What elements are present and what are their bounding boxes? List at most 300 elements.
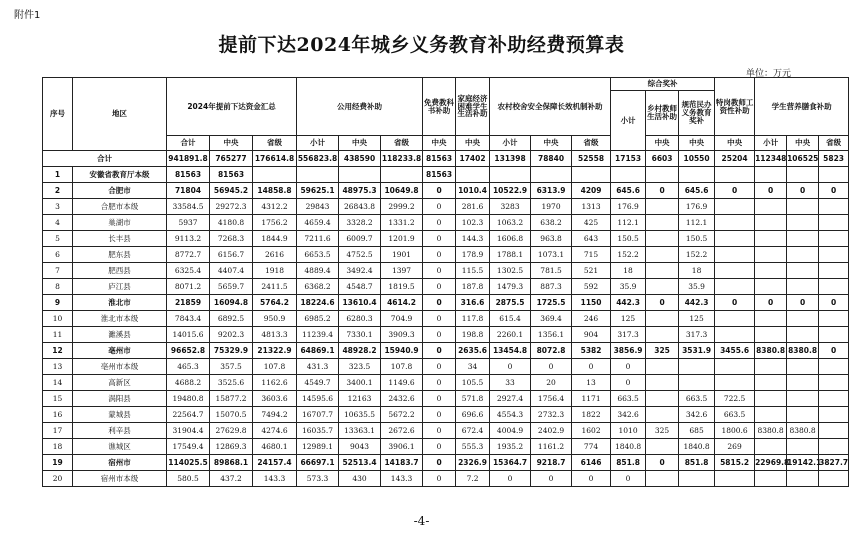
row-region: 庐江县 (73, 279, 167, 295)
table-cell: 3492.4 (339, 263, 381, 279)
table-header (43, 78, 849, 151)
table-cell: 2672.6 (381, 423, 423, 439)
table-cell (787, 199, 819, 215)
table-cell (253, 167, 297, 183)
table-cell: 14858.8 (253, 183, 297, 199)
row-seq: 3 (43, 199, 73, 215)
table-cell (715, 471, 755, 487)
table-cell: 0 (423, 215, 456, 231)
table-cell (787, 311, 819, 327)
table-cell: 685 (679, 423, 715, 439)
table-cell: 21322.9 (253, 343, 297, 359)
table-cell (819, 359, 849, 375)
table-cell: 0 (715, 295, 755, 311)
table-cell: 1602 (572, 423, 611, 439)
subheader-subtotal: 小计 (490, 136, 531, 151)
table-cell: 8772.7 (167, 247, 210, 263)
subheader-provincial: 省级 (381, 136, 423, 151)
table-cell: 5382 (572, 343, 611, 359)
table-cell: 2616 (253, 247, 297, 263)
table-cell: 12989.1 (297, 439, 339, 455)
table-cell: 615.4 (490, 311, 531, 327)
table-cell: 281.6 (456, 199, 490, 215)
table-cell (787, 231, 819, 247)
row-seq: 4 (43, 215, 73, 231)
table-cell (715, 167, 755, 183)
table-cell: 0 (490, 359, 531, 375)
table-cell: 71804 (167, 183, 210, 199)
table-cell (755, 167, 787, 183)
table-cell (819, 407, 849, 423)
table-cell: 4680.1 (253, 439, 297, 455)
subheader-central: 中央 (531, 136, 572, 151)
table-cell: 1331.2 (381, 215, 423, 231)
table-cell: 52513.4 (339, 455, 381, 471)
table-cell: 6325.4 (167, 263, 210, 279)
annex-label: 附件1 (14, 10, 41, 21)
table-cell: 1918 (253, 263, 297, 279)
table-cell: 0 (646, 295, 679, 311)
table-cell: 16035.7 (297, 423, 339, 439)
table-cell: 33584.5 (167, 199, 210, 215)
table-cell: 342.6 (611, 407, 646, 423)
table-cell: 0 (423, 407, 456, 423)
header-comprehensive: 综合奖补 (611, 78, 715, 91)
table-cell: 1840.8 (611, 439, 646, 455)
table-cell: 12163 (339, 391, 381, 407)
table-cell: 556823.8 (297, 151, 339, 167)
table-cell: 0 (423, 359, 456, 375)
table-cell (646, 199, 679, 215)
table-cell: 29272.3 (210, 199, 253, 215)
table-row (43, 167, 849, 183)
table-row (43, 327, 849, 343)
table-cell: 3400.1 (339, 375, 381, 391)
table-cell: 323.5 (339, 359, 381, 375)
subheader-provincial: 省级 (572, 136, 611, 151)
table-cell: 1171 (572, 391, 611, 407)
table-cell: 4813.3 (253, 327, 297, 343)
table-cell: 0 (423, 471, 456, 487)
table-cell (646, 167, 679, 183)
subheader-subtotal: 小计 (755, 136, 787, 151)
table-cell (819, 215, 849, 231)
table-cell: 431.3 (297, 359, 339, 375)
row-region: 濉溪县 (73, 327, 167, 343)
table-cell: 22564.7 (167, 407, 210, 423)
table-cell (755, 375, 787, 391)
row-seq: 19 (43, 455, 73, 471)
table-cell (715, 279, 755, 295)
table-row (43, 215, 849, 231)
row-region: 淮北市 (73, 295, 167, 311)
table-cell: 442.3 (611, 295, 646, 311)
table-cell (755, 231, 787, 247)
table-cell: 0 (611, 471, 646, 487)
table-cell: 6146 (572, 455, 611, 471)
table-cell: 4548.7 (339, 279, 381, 295)
table-cell (646, 215, 679, 231)
table-cell: 96652.8 (167, 343, 210, 359)
table-cell (819, 391, 849, 407)
table-row (43, 263, 849, 279)
table-cell: 5823 (819, 151, 849, 167)
table-cell: 15940.9 (381, 343, 423, 359)
row-seq: 7 (43, 263, 73, 279)
table-cell: 851.8 (679, 455, 715, 471)
table-cell (819, 199, 849, 215)
table-cell (819, 471, 849, 487)
table-cell: 143.3 (381, 471, 423, 487)
table-cell: 0 (423, 199, 456, 215)
table-cell: 33 (490, 375, 531, 391)
table-cell: 31904.4 (167, 423, 210, 439)
table-cell (787, 279, 819, 295)
table-cell: 1073.1 (531, 247, 572, 263)
table-cell (819, 439, 849, 455)
table-cell (819, 423, 849, 439)
table-row (43, 359, 849, 375)
table-cell: 638.2 (531, 215, 572, 231)
table-cell: 8380.8 (755, 343, 787, 359)
table-cell: 4752.5 (339, 247, 381, 263)
table-cell: 3455.6 (715, 343, 755, 359)
table-cell: 64869.1 (297, 343, 339, 359)
table-row (43, 343, 849, 359)
header-seq: 序号 (43, 78, 73, 151)
header-private-award: 规范民办义务教育奖补 (679, 91, 715, 136)
table-cell: 176614.8 (253, 151, 297, 167)
row-region: 宿州市本级 (73, 471, 167, 487)
table-cell: 316.6 (456, 295, 490, 311)
table-cell: 0 (819, 183, 849, 199)
table-cell: 950.9 (253, 311, 297, 327)
table-cell (715, 359, 755, 375)
table-cell: 9113.2 (167, 231, 210, 247)
table-cell: 0 (787, 295, 819, 311)
header-region: 地区 (73, 78, 167, 151)
table-cell: 4209 (572, 183, 611, 199)
row-region: 淮北市本级 (73, 311, 167, 327)
table-cell: 0 (423, 247, 456, 263)
table-cell: 342.6 (679, 407, 715, 423)
table-cell: 0 (755, 183, 787, 199)
table-cell: 715 (572, 247, 611, 263)
table-cell (611, 167, 646, 183)
table-cell: 16707.7 (297, 407, 339, 423)
subheader-central: 中央 (339, 136, 381, 151)
table-cell: 3283 (490, 199, 531, 215)
table-cell: 325 (646, 343, 679, 359)
table-cell: 4004.9 (490, 423, 531, 439)
table-cell: 4554.3 (490, 407, 531, 423)
table-cell: 35.9 (679, 279, 715, 295)
table-cell: 6156.7 (210, 247, 253, 263)
table-cell: 0 (819, 343, 849, 359)
row-seq: 5 (43, 231, 73, 247)
table-cell (339, 167, 381, 183)
table-cell: 9218.7 (531, 455, 572, 471)
table-cell: 3906.1 (381, 439, 423, 455)
table-cell: 672.4 (456, 423, 490, 439)
table-cell (646, 263, 679, 279)
table-cell: 114025.5 (167, 455, 210, 471)
row-seq: 1 (43, 167, 73, 183)
table-cell: 112348 (755, 151, 787, 167)
table-cell: 0 (423, 327, 456, 343)
table-cell: 0 (611, 375, 646, 391)
table-cell (755, 247, 787, 263)
row-seq: 合计 (43, 151, 167, 167)
subheader-total: 合计 (167, 136, 210, 151)
table-cell: 0 (423, 391, 456, 407)
table-cell: 20 (531, 375, 572, 391)
row-seq: 6 (43, 247, 73, 263)
table-cell: 125 (679, 311, 715, 327)
table-cell: 5659.7 (210, 279, 253, 295)
table-cell (787, 167, 819, 183)
table-row (43, 311, 849, 327)
table-cell: 107.8 (381, 359, 423, 375)
table-cell (679, 471, 715, 487)
table-cell: 5815.2 (715, 455, 755, 471)
table-cell: 187.8 (456, 279, 490, 295)
table-cell (715, 247, 755, 263)
table-cell: 0 (755, 295, 787, 311)
table-cell: 0 (787, 183, 819, 199)
header-rural-teacher: 乡村教师生活补助 (646, 91, 679, 136)
table-cell: 2875.5 (490, 295, 531, 311)
table-cell (787, 215, 819, 231)
table-cell: 0 (646, 183, 679, 199)
table-cell (572, 167, 611, 183)
table-cell (679, 359, 715, 375)
table-cell (787, 439, 819, 455)
budget-table (42, 77, 849, 487)
row-region: 合肥市本级 (73, 199, 167, 215)
table-cell (646, 471, 679, 487)
row-region: 谯城区 (73, 439, 167, 455)
table-cell (646, 359, 679, 375)
table-cell: 15070.5 (210, 407, 253, 423)
table-cell: 81563 (167, 167, 210, 183)
table-cell (715, 231, 755, 247)
row-region: 蒙城县 (73, 407, 167, 423)
table-cell: 696.6 (456, 407, 490, 423)
header-comp-subtotal: 小计 (611, 91, 646, 151)
table-cell: 13610.4 (339, 295, 381, 311)
table-cell: 102.3 (456, 215, 490, 231)
table-cell (381, 167, 423, 183)
table-cell: 178.9 (456, 247, 490, 263)
table-row (43, 247, 849, 263)
table-row (43, 455, 849, 471)
table-cell: 105.5 (456, 375, 490, 391)
table-cell: 6892.5 (210, 311, 253, 327)
header-total-group: 2024年提前下达资金汇总 (167, 78, 297, 136)
table-cell: 1397 (381, 263, 423, 279)
row-seq: 14 (43, 375, 73, 391)
table-cell: 0 (423, 375, 456, 391)
table-row (43, 407, 849, 423)
table-cell: 152.2 (611, 247, 646, 263)
table-cell: 571.8 (456, 391, 490, 407)
table-cell: 2732.3 (531, 407, 572, 423)
table-cell: 2402.9 (531, 423, 572, 439)
table-cell (819, 263, 849, 279)
table-cell: 663.5 (611, 391, 646, 407)
table-cell: 8380.8 (755, 423, 787, 439)
table-cell: 12869.3 (210, 439, 253, 455)
table-row (43, 423, 849, 439)
table-cell (787, 247, 819, 263)
table-cell (819, 247, 849, 263)
table-cell: 6313.9 (531, 183, 572, 199)
page-title: 提前下达2024年城乡义务教育补助经费预算表 (218, 34, 625, 56)
table-cell: 592 (572, 279, 611, 295)
table-cell: 19480.8 (167, 391, 210, 407)
table-cell: 14595.6 (297, 391, 339, 407)
subheader-central: 中央 (715, 136, 755, 151)
table-cell: 0 (423, 295, 456, 311)
subheader-provincial: 省级 (819, 136, 849, 151)
table-cell (819, 327, 849, 343)
table-cell: 4889.4 (297, 263, 339, 279)
table-cell: 9043 (339, 439, 381, 455)
row-region: 亳州市 (73, 343, 167, 359)
table-cell: 430 (339, 471, 381, 487)
table-cell: 25204 (715, 151, 755, 167)
row-seq: 20 (43, 471, 73, 487)
table-cell (646, 279, 679, 295)
table-cell: 851.8 (611, 455, 646, 471)
table-cell: 5937 (167, 215, 210, 231)
table-cell: 904 (572, 327, 611, 343)
table-cell (646, 327, 679, 343)
table-cell: 963.8 (531, 231, 572, 247)
table-cell (646, 311, 679, 327)
table-cell (755, 263, 787, 279)
table-cell: 1479.3 (490, 279, 531, 295)
table-cell: 1840.8 (679, 439, 715, 455)
table-cell: 6985.2 (297, 311, 339, 327)
table-cell: 144.3 (456, 231, 490, 247)
table-cell: 117.8 (456, 311, 490, 327)
row-seq: 13 (43, 359, 73, 375)
header-special-post: 特岗教师工资性补助 (715, 78, 755, 136)
table-row (43, 375, 849, 391)
row-seq: 12 (43, 343, 73, 359)
table-cell (679, 167, 715, 183)
table-cell: 115.5 (456, 263, 490, 279)
table-cell: 7494.2 (253, 407, 297, 423)
table-cell: 1606.8 (490, 231, 531, 247)
row-region: 巢湖市 (73, 215, 167, 231)
table-cell: 56945.2 (210, 183, 253, 199)
table-cell: 7843.4 (167, 311, 210, 327)
table-cell: 11239.4 (297, 327, 339, 343)
table-cell (646, 407, 679, 423)
table-cell: 645.6 (611, 183, 646, 199)
table-cell: 1302.5 (490, 263, 531, 279)
table-cell: 9202.3 (210, 327, 253, 343)
table-cell: 1162.6 (253, 375, 297, 391)
table-cell: 35.9 (611, 279, 646, 295)
row-region: 涡阳县 (73, 391, 167, 407)
table-cell (787, 471, 819, 487)
table-cell: 143.3 (253, 471, 297, 487)
table-cell (787, 407, 819, 423)
table-cell (755, 407, 787, 423)
row-seq: 18 (43, 439, 73, 455)
table-cell: 0 (490, 471, 531, 487)
table-cell: 1935.2 (490, 439, 531, 455)
header-free-textbook: 免费教科书补助 (423, 78, 456, 136)
table-cell: 1313 (572, 199, 611, 215)
table-cell (755, 439, 787, 455)
table-cell: 7.2 (456, 471, 490, 487)
table-cell: 0 (531, 471, 572, 487)
table-cell: 645.6 (679, 183, 715, 199)
table-cell: 663.5 (715, 407, 755, 423)
table-cell: 0 (423, 183, 456, 199)
table-row (43, 471, 849, 487)
table-cell: 0 (423, 279, 456, 295)
table-cell: 3909.3 (381, 327, 423, 343)
table-cell: 4659.4 (297, 215, 339, 231)
table-cell: 269 (715, 439, 755, 455)
table-cell: 0 (611, 359, 646, 375)
table-cell (646, 439, 679, 455)
table-cell: 152.2 (679, 247, 715, 263)
table-cell: 580.5 (167, 471, 210, 487)
table-row (43, 183, 849, 199)
table-cell: 3328.2 (339, 215, 381, 231)
table-cell (715, 375, 755, 391)
table-cell: 16094.8 (210, 295, 253, 311)
table-cell: 0 (423, 311, 456, 327)
table-cell: 6653.5 (297, 247, 339, 263)
table-cell: 0 (572, 471, 611, 487)
table-cell: 4180.8 (210, 215, 253, 231)
table-cell: 2411.5 (253, 279, 297, 295)
table-row (43, 151, 849, 167)
table-cell (755, 327, 787, 343)
table-cell: 1063.2 (490, 215, 531, 231)
table-cell: 3603.6 (253, 391, 297, 407)
table-cell: 437.2 (210, 471, 253, 487)
table-cell: 774 (572, 439, 611, 455)
row-region: 合肥市 (73, 183, 167, 199)
table-cell: 357.5 (210, 359, 253, 375)
table-cell (646, 247, 679, 263)
table-cell: 555.3 (456, 439, 490, 455)
table-cell: 704.9 (381, 311, 423, 327)
table-cell (755, 279, 787, 295)
header-poor-students: 家庭经济困难学生生活补助 (456, 78, 490, 136)
table-cell (819, 167, 849, 183)
table-cell: 18 (679, 263, 715, 279)
header-public-funds: 公用经费补助 (297, 78, 423, 136)
row-seq: 9 (43, 295, 73, 311)
table-row (43, 391, 849, 407)
table-cell: 0 (531, 359, 572, 375)
table-cell: 8380.8 (787, 423, 819, 439)
table-cell (819, 311, 849, 327)
table-row (43, 439, 849, 455)
table-cell: 198.8 (456, 327, 490, 343)
table-cell: 26843.8 (339, 199, 381, 215)
